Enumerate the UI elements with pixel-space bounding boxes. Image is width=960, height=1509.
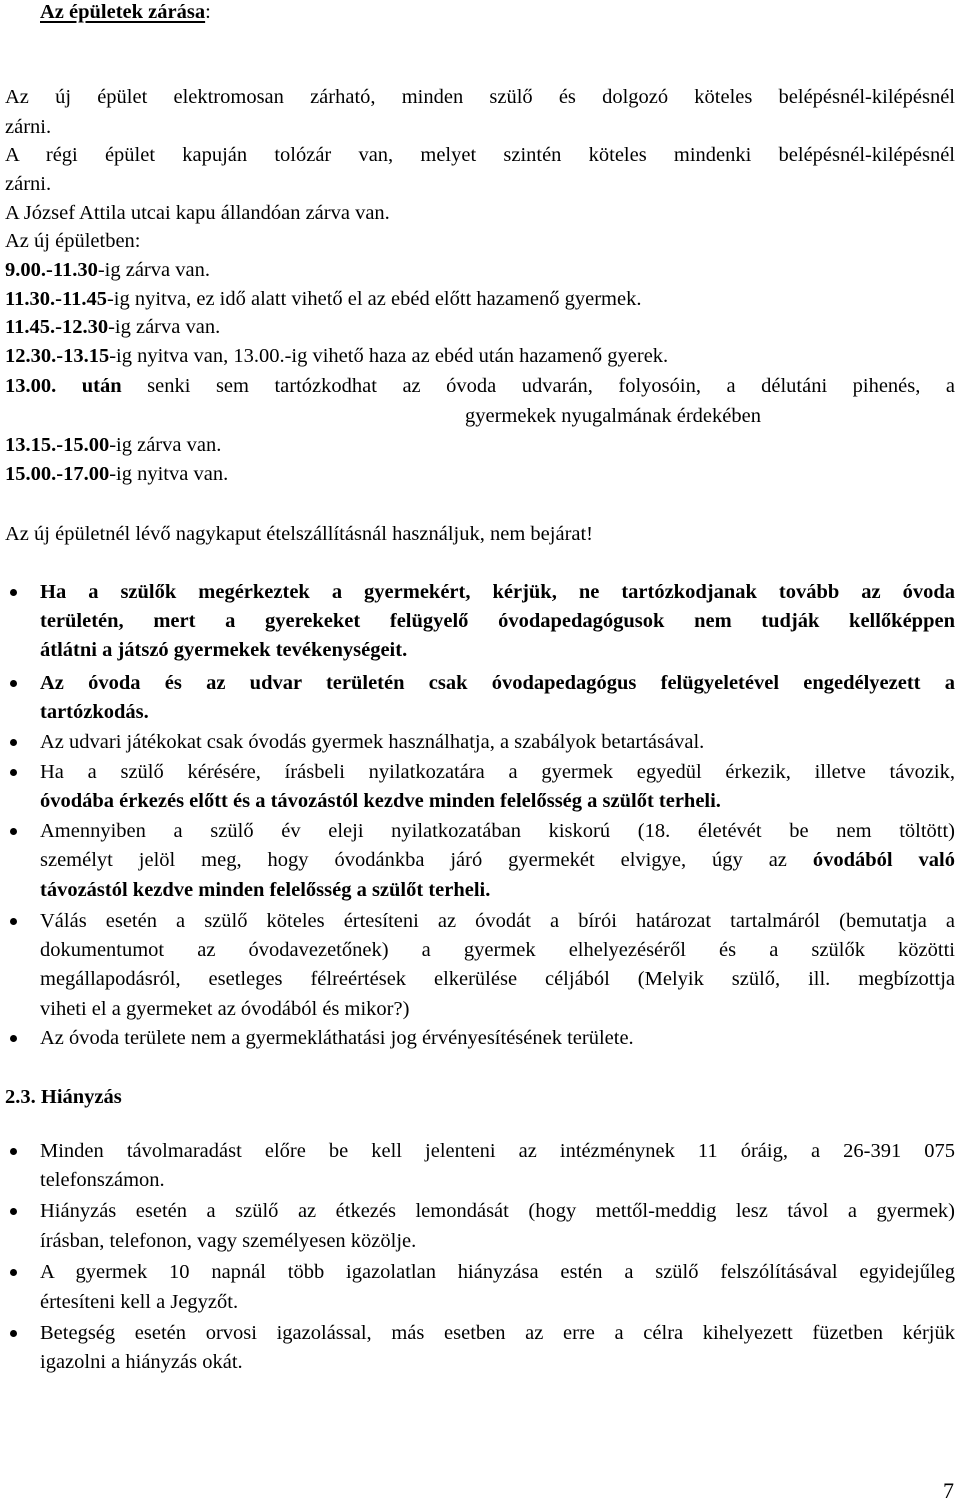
bullet-icon bbox=[10, 739, 17, 746]
schedule-text-1: -ig zárva van. bbox=[97, 259, 210, 281]
bullet-icon bbox=[10, 828, 17, 835]
rule-5-line-3: távozástól kezdve minden felelősség a szülőt terheli. bbox=[40, 879, 491, 901]
absence-2-line-1: Hiányzás esetén a szülő az étkezés lemondását (hogy mettől-meddig lesz távol a gyermek) bbox=[40, 1200, 955, 1222]
bullet-icon bbox=[10, 1269, 17, 1276]
heading-colon: : bbox=[205, 1, 211, 23]
rule-2-line-2: tartózkodás. bbox=[40, 701, 149, 723]
paragraph-3: A József Attila utcai kapu állandóan zárva van. bbox=[5, 202, 390, 224]
paragraph-2-line-1: A régi épület kapuján tolózár van, melyet szintén köteles mindenki belépésnél-kilépésnél bbox=[5, 144, 955, 166]
rule-6-line-4: viheti el a gyermeket az óvodából és mikor?) bbox=[40, 998, 410, 1020]
absence-3-line-1: A gyermek 10 napnál több igazolatlan hiányzása estén a szülő felszólításával egyidejűleg bbox=[40, 1261, 955, 1283]
rule-1-line-3: átlátni a játszó gyermekek tevékenységeit. bbox=[40, 639, 408, 661]
bullet-icon bbox=[10, 589, 17, 596]
schedule-line-6 bbox=[5, 433, 221, 457]
paragraph-1-line-2: zárni. bbox=[5, 116, 52, 138]
rule-1-line-1: Ha a szülők megérkeztek a gyermekért, kérjük, ne tartózkodjanak tovább az óvoda bbox=[40, 581, 955, 603]
rule-7-line-1: Az óvoda területe nem a gyermekláthatási jog érvényesítésének területe. bbox=[40, 1027, 634, 1049]
absence-1-line-2: telefonszámon. bbox=[40, 1169, 165, 1191]
bullet-icon bbox=[10, 769, 17, 776]
bullet-icon bbox=[10, 1035, 17, 1042]
rule-4-line-1: Ha a szülő kérésére, írásbeli nyilatkozatára a gyermek egyedül érkezik, illetve távozik, bbox=[40, 761, 955, 783]
page-number: 7 bbox=[943, 1478, 954, 1503]
absence-heading: 2.3. Hiányzás bbox=[5, 1086, 122, 1108]
rule-2-line-1: Az óvoda és az udvar területén csak óvodapedagógus felügyeletével engedélyezett a bbox=[40, 672, 955, 694]
schedule-line-5 bbox=[5, 374, 955, 398]
absence-4-line-2: igazolni a hiányzás okát. bbox=[40, 1351, 243, 1373]
rule-3-line-1: Az udvari játékokat csak óvodás gyermek használhatja, a szabályok betartásával. bbox=[40, 731, 705, 753]
schedule-time-4: 12.30.-13.15 bbox=[5, 345, 110, 367]
schedule-text-3: -ig zárva van. bbox=[108, 316, 221, 338]
rule-5-line-2: személyt jelöl meg, hogy óvodánkba járó gyermekét elvigye, úgy az óvodából való bbox=[40, 849, 956, 871]
bullet-icon bbox=[10, 1208, 17, 1215]
rule-6-line-2: dokumentumot az óvodavezetőnek) a gyermek elhelyezéséről és a szülők közötti bbox=[40, 939, 955, 961]
absence-3-line-2: értesíteni kell a Jegyzőt. bbox=[40, 1291, 239, 1313]
section-heading bbox=[40, 0, 211, 24]
schedule-line-1 bbox=[5, 258, 210, 282]
paragraph-1-line-1: Az új épület elektromosan zárható, minden szülő és dolgozó köteles belépésnél-kilépésnél bbox=[5, 86, 955, 108]
schedule-time-1: 9.00.-11.30 bbox=[5, 259, 98, 281]
paragraph-2-line-2: zárni. bbox=[5, 173, 52, 195]
schedule-text-5: senki sem tartózkodhat az óvoda udvarán, folyosóin, a délutáni pihenés, a bbox=[147, 375, 955, 397]
schedule-line-3 bbox=[5, 315, 220, 339]
gate-note: Az új épületnél lévő nagykaput ételszállításnál használjuk, nem bejárat! bbox=[5, 523, 594, 545]
absence-4-line-1: Betegség esetén orvosi igazolással, más esetben az erre a célra kihelyezett füzetben kérjük bbox=[40, 1322, 955, 1344]
bullet-icon bbox=[10, 680, 17, 687]
schedule-text-2: -ig nyitva, ez idő alatt vihető el az ebéd előtt hazamenő gyermek. bbox=[106, 288, 642, 310]
schedule-text-7: -ig nyitva van. bbox=[109, 463, 229, 485]
schedule-time-5: 13.00. után bbox=[5, 375, 122, 397]
bullet-icon bbox=[10, 918, 17, 925]
schedule-time-6: 13.15.-15.00 bbox=[5, 434, 110, 456]
rule-6-line-3: megállapodásról, esetleges félreértések elkerülése céljából (Melyik szülő, ill. megbízottja bbox=[40, 968, 955, 990]
schedule-line-7 bbox=[5, 462, 228, 486]
bullet-icon bbox=[10, 1330, 17, 1337]
schedule-time-7: 15.00.-17.00 bbox=[5, 463, 110, 485]
schedule-text-4: -ig nyitva van, 13.00.-ig vihető haza az ebéd után hazamenő gyerek. bbox=[109, 345, 669, 367]
schedule-line-4 bbox=[5, 344, 668, 368]
rule-6-line-1: Válás esetén a szülő köteles értesíteni az óvodát a bírói határozat tartalmáról (bemutatja a bbox=[40, 910, 955, 932]
schedule-line-2 bbox=[5, 287, 641, 311]
schedule-text-6: -ig zárva van. bbox=[109, 434, 222, 456]
schedule-time-3: 11.45.-12.30 bbox=[5, 316, 109, 338]
paragraph-4: Az új épületben: bbox=[5, 230, 141, 252]
schedule-time-2: 11.30.-11.45 bbox=[5, 288, 107, 310]
rule-1-line-2: területén, mert a gyerekeket felügyelő óvodapedagógusok nem tudják kellőképpen bbox=[40, 610, 955, 632]
rule-5-line-1: Amennyiben a szülő év eleji nyilatkozatában kiskorú (18. életévét be nem töltött) bbox=[40, 820, 955, 842]
schedule-line-5-cont: gyermekek nyugalmának érdekében bbox=[465, 405, 761, 427]
bullet-icon bbox=[10, 1148, 17, 1155]
absence-2-line-2: írásban, telefonon, vagy személyesen közölje. bbox=[40, 1230, 417, 1252]
heading-text: Az épületek zárása bbox=[40, 1, 206, 23]
rule-4-line-2: óvodába érkezés előtt és a távozástól kezdve minden felelősség a szülőt terheli. bbox=[40, 790, 721, 812]
absence-1-line-1: Minden távolmaradást előre be kell jelenteni az intézménynek 11 óráig, a 26-391 075 bbox=[40, 1140, 955, 1162]
